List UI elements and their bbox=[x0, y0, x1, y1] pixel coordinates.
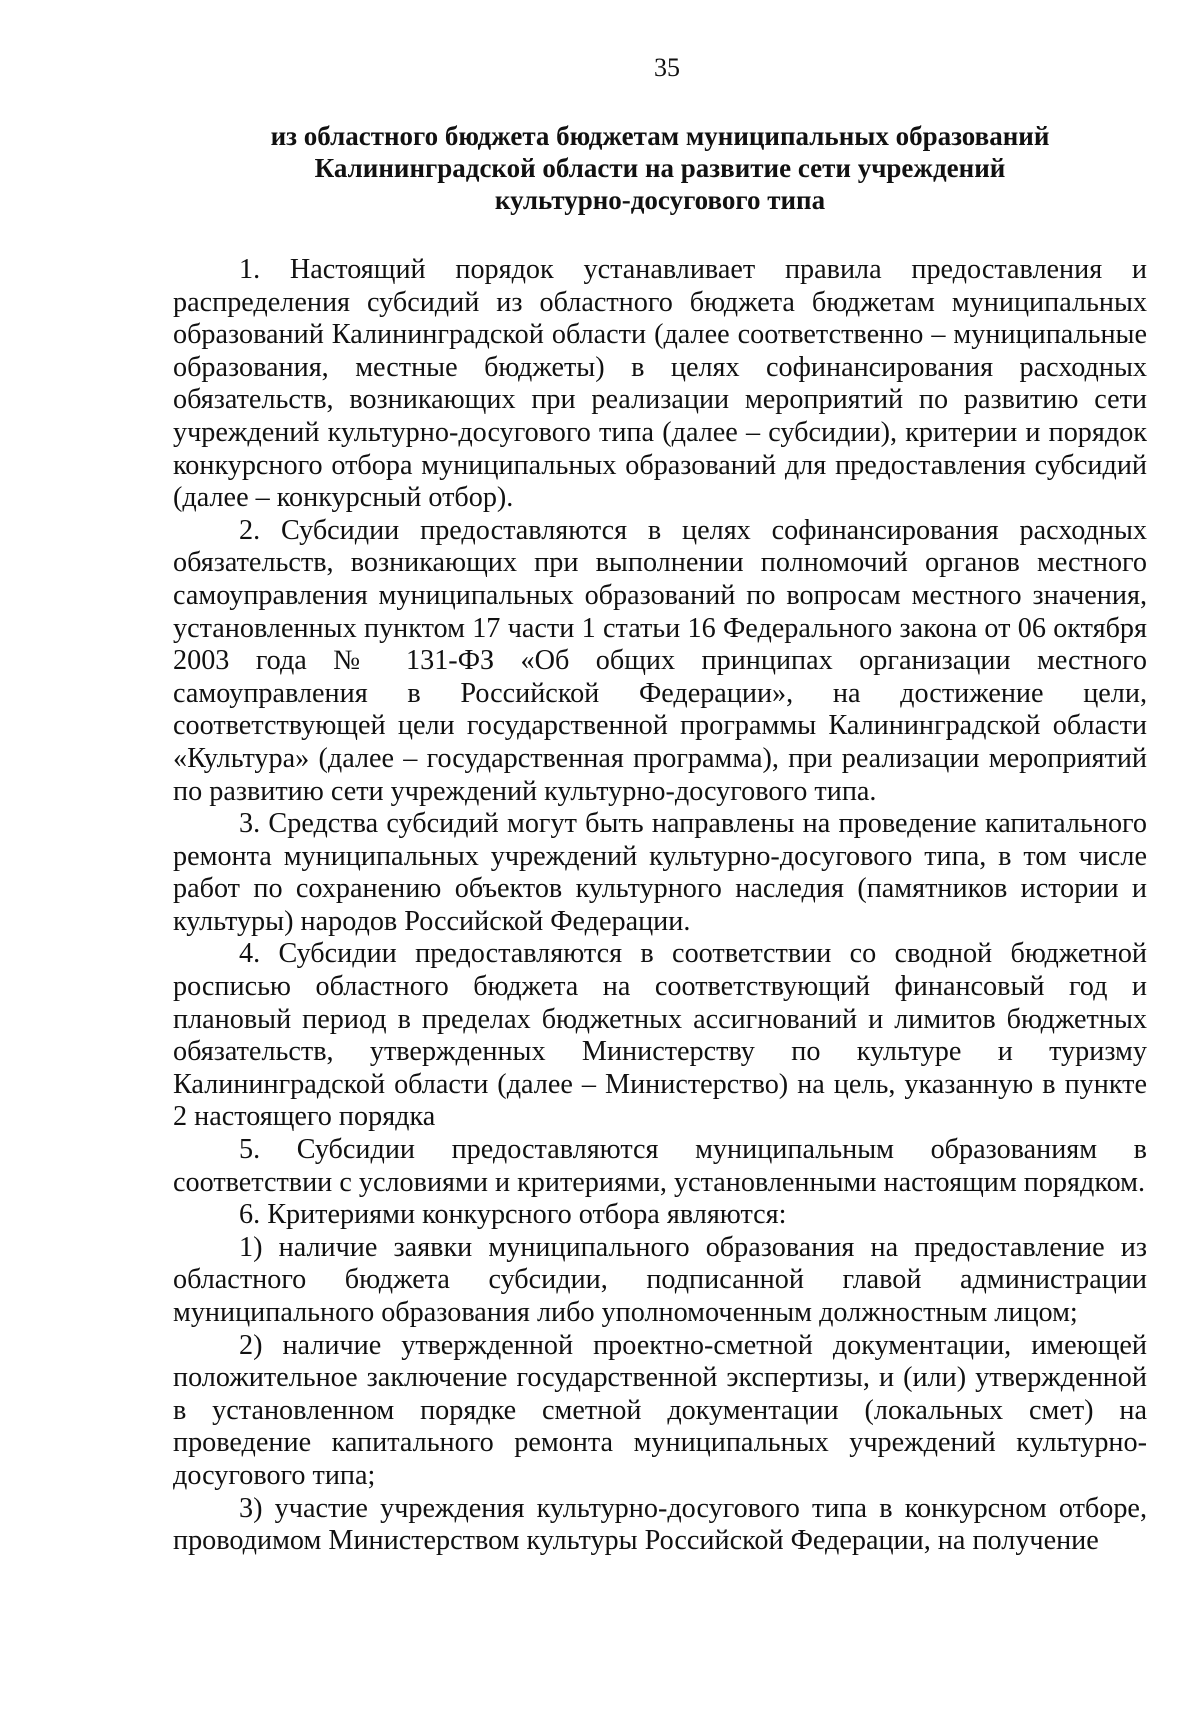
document-page bbox=[173, 52, 1147, 1558]
paragraph-1: 1. Настоящий порядок устанавливает правила предоставления и распределения субсидий из областного бюджета бюджетам муниципальных образований Калининградской области (далее соответственно – муниципальные образования, местные бюджеты) в целях софинансирования расходных обязательств, возникающих при реализации мероприятий по развитию сети учреждений культурно-досугового типа (далее – субсидии), критерии и порядок конкурсного отбора муниципальных образований для предоставления субсидий (далее – конкурсный отбор). bbox=[173, 254, 1147, 514]
criterion-2: 2) наличие утвержденной проектно-сметной документации, имеющей положительное заключение государственной экспертизы, и (или) утвержденной в установленном порядке сметной документации (локальных смет) на проведение капитального ремонта муниципальных учреждений культурно-досугового типа; bbox=[173, 1329, 1147, 1491]
heading-line: культурно-досугового типа bbox=[494, 185, 826, 215]
paragraph-5: 5. Субсидии предоставляются муниципальным образованиям в соответствии с условиями и критериями, установленными настоящим порядком. bbox=[173, 1134, 1147, 1198]
page-number: 35 bbox=[654, 53, 680, 82]
criterion-1: 1) наличие заявки муниципального образования на предоставление из областного бюджета субсидии, подписанной главой администрации муниципального образования либо уполномоченным должностным лицом; bbox=[173, 1231, 1147, 1328]
criterion-3: 3) участие учреждения культурно-досугового типа в конкурсном отборе, проводимом Министерством культуры Российской Федерации, на получение bbox=[173, 1492, 1147, 1557]
paragraph-6: 6. Критериями конкурсного отбора являются: bbox=[239, 1199, 787, 1231]
document-body bbox=[173, 254, 1147, 1558]
heading-line: Калининградской области на развитие сети учреждений bbox=[314, 153, 1006, 183]
paragraph-4: 4. Субсидии предоставляются в соответствии со сводной бюджетной росписью областного бюджета на соответствующий финансовый год и плановый период в пределах бюджетных ассигнований и лимитов бюджетных обязательств, утвержденных Министерству по культуре и туризму Калининградской области (далее – Министерство) на цель, указанную в пункте 2 настоящего порядка bbox=[173, 938, 1147, 1133]
paragraph-3: 3. Средства субсидий могут быть направлены на проведение капитального ремонта муниципальных учреждений культурно-досугового типа, в том числе работ по сохранению объектов культурного наследия (памятников истории и культуры) народов Российской Федерации. bbox=[173, 808, 1147, 937]
heading-line: из областного бюджета бюджетам муниципальных образований bbox=[270, 121, 1050, 151]
paragraph-2: 2. Субсидии предоставляются в целях софинансирования расходных обязательств, возникающих при выполнении полномочий органов местного самоуправления муниципальных образований по вопросам местного значения, установленных пунктом 17 части 1 статьи 16 Федерального закона от 06 октября 2003 года № 131-ФЗ «Об общих принципах организации местного самоуправления в Российской Федерации», на достижение цели, соответствующей цели государственной программы Калининградской области «Культура» (далее – государственная программа), при реализации мероприятий по развитию сети учреждений культурно-досугового типа. bbox=[173, 514, 1147, 807]
document-heading bbox=[173, 120, 1147, 216]
